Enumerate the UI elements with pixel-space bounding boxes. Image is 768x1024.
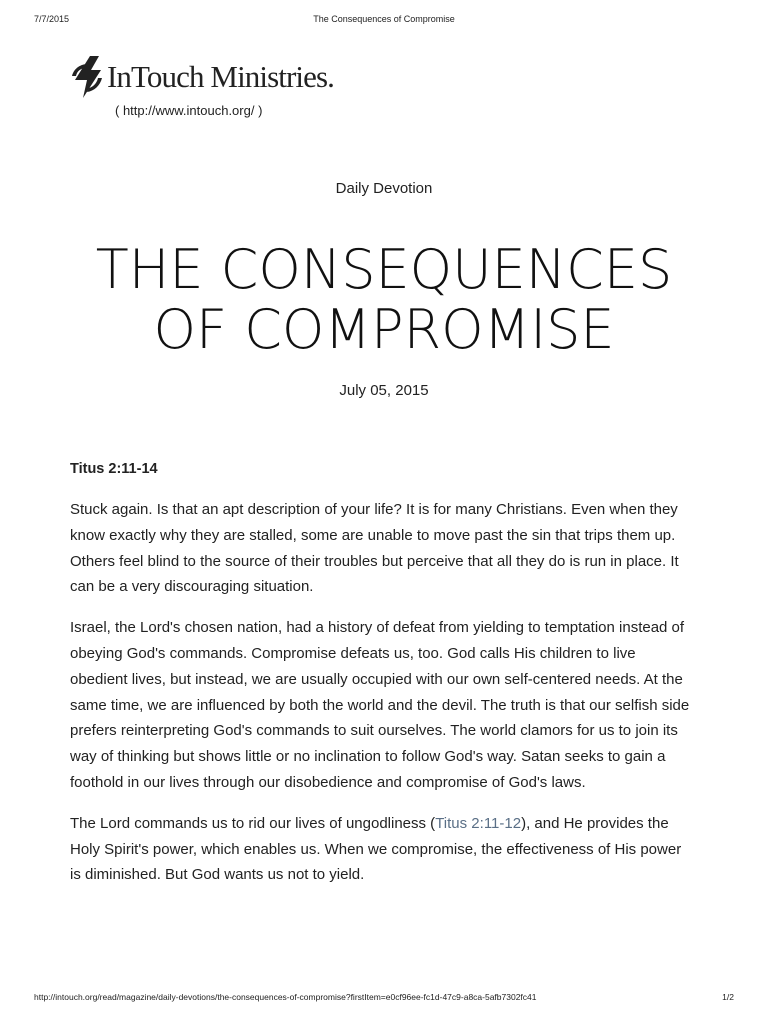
paragraph-3-text-end: ), and He provides the Holy Spirit's power, which enables us. When we compromise, the effectiveness of His power is diminished. But God wants us not to yield. (70, 814, 682, 884)
print-doc-title: The Consequences of Compromise (313, 14, 455, 24)
body-paragraph-2: Israel, the Lord's chosen nation, had a history of defeat from yielding to temptation instead of obeying God's commands. Compromise defeats us, too. God calls His children to live obedient lives, but instead, we are usually occupied with our own self-centered needs. At the same time, we are influenced by both the world and the devil. The truth is that our selfish side prefers reinterpreting God's commands to suit ourselves. The world clamors for us to join its way of thinking but shows little or no inclination to follow God's way. Satan seeks to gain a foothold in our lives through our disobedience and compromise of God's laws. (70, 619, 690, 791)
section-kicker: Daily Devotion (335, 180, 433, 197)
site-url-link[interactable]: ( http://www.intouch.org/ ) (115, 103, 263, 118)
logo-wordmark: InTouch Ministries. (107, 59, 334, 94)
print-date: 7/7/2015 (34, 14, 70, 24)
site-logo[interactable] (70, 54, 334, 100)
article-body (70, 459, 695, 903)
article-title-line-1: THE CONSEQUENCES (95, 238, 673, 301)
body-paragraph-3 (70, 811, 695, 888)
publish-date: July 05, 2015 (339, 382, 429, 399)
intouch-logo-icon (70, 54, 104, 100)
print-header (34, 14, 734, 28)
article-title-line-2: OF COMPROMISE (153, 298, 615, 361)
page-counter: 1/2 (722, 992, 734, 1002)
scripture-reference: Titus 2:11-14 (70, 461, 158, 477)
paragraph-3-text-start: The Lord commands us to rid our lives of ungodliness ( (70, 814, 436, 832)
body-paragraph-1: Stuck again. Is that an apt description of your life? It is for many Christians. Even when they know exactly why they are stalled, some are unable to move past the sin that trips them up. Others feel blind to the source of their troubles but perceive that all they do is run in place. It can be a very discouraging situation. (70, 501, 679, 596)
scripture-link[interactable]: Titus 2:11-12 (435, 814, 522, 832)
print-footer-url: http://intouch.org/read/magazine/daily-devotions/the-consequences-of-compromise?firstItem=e0cf96ee-fc1d-47c9-a8ca-5afb7302fc41 (34, 992, 537, 1002)
article-title (40, 240, 728, 360)
print-footer (34, 992, 734, 1006)
